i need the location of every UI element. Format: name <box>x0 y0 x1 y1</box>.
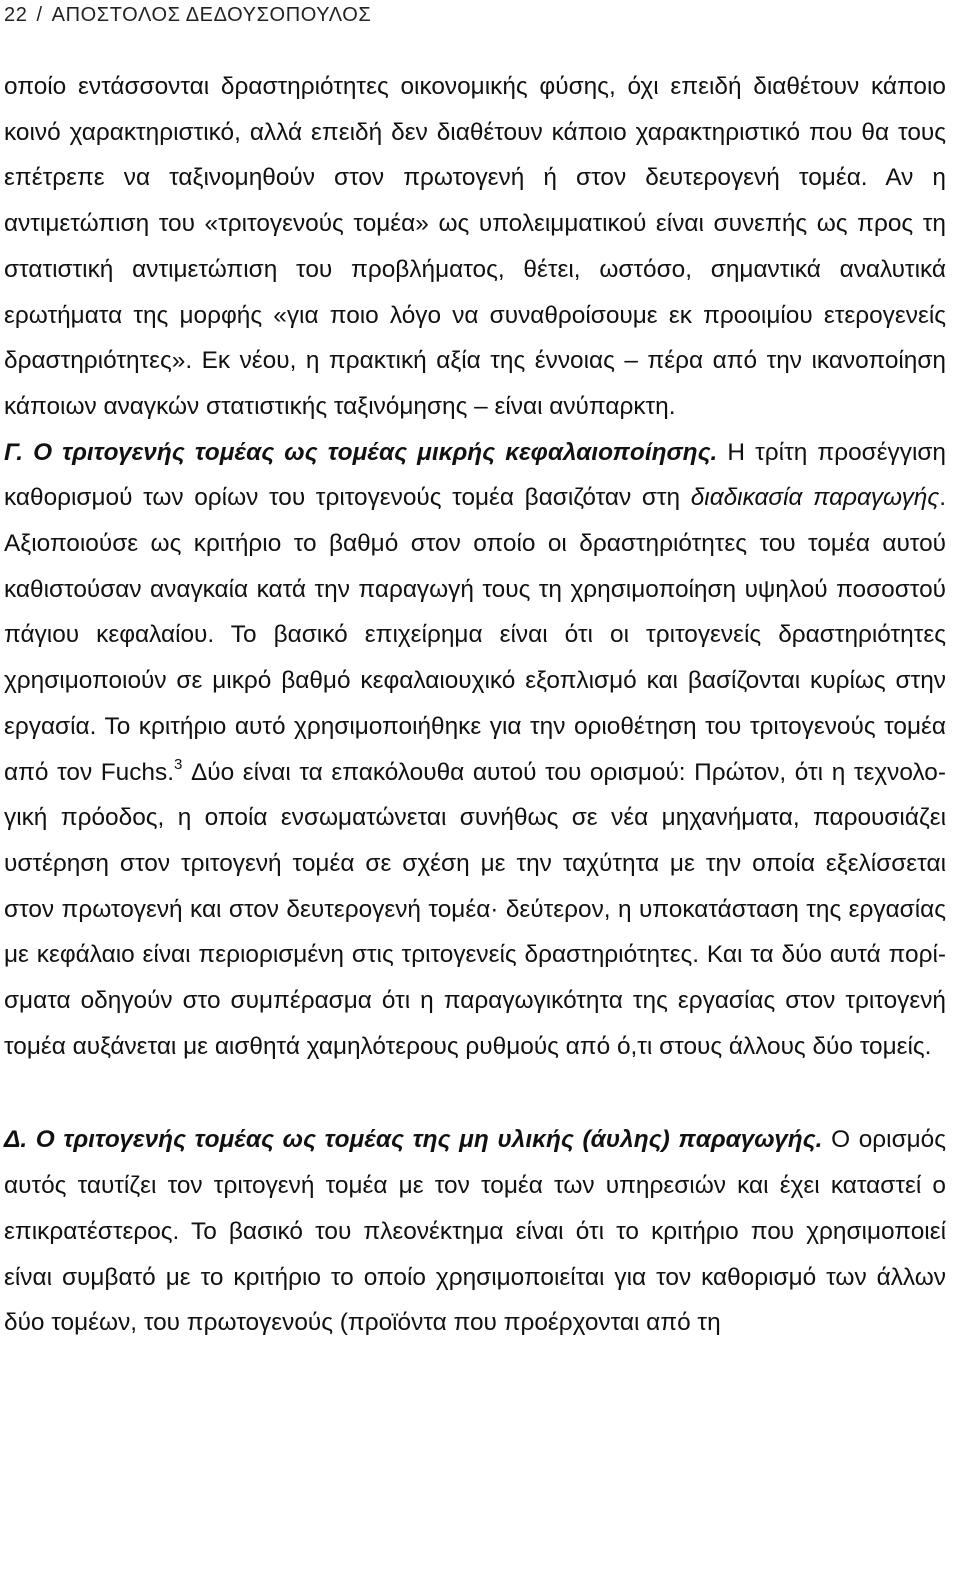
running-title: ΑΠΟΣΤΟΛΟΣ ΔΕΔΟΥΣΟΠΟΥΛΟΣ <box>51 4 372 26</box>
page-body <box>4 64 946 1346</box>
page-number: 22 <box>4 4 28 26</box>
section-heading-d: Δ. Ο τριτογενής τομέας ως τομέας της μη υλικής (άυλης) παραγωγής. <box>4 1126 823 1154</box>
emphasis-text: διαδικασία παραγωγής <box>690 484 940 512</box>
paragraph-spacer <box>4 1069 946 1117</box>
footnote-reference: 3 <box>173 755 183 773</box>
paragraph-text: Δύο είναι τα επακόλουθα αυτού του ορισμού: Πρώτον, ότι η τεχνολογική πρόοδος, η οποία ενσωματώνεται συνήθως σε νέα μηχανήματα, παρουσιάζει υστέρηση στον τριτογενή τομέα σε σχέση με την ταχύτητα με την οποία εξελίσσεται στον πρωτογενή και στον δευτερογενή τομέα· δεύτερον, η υποκατάσταση της εργασίας με κεφάλαιο είναι περιορισμένη στις τριτογενείς δραστηριότητες. Και τα δύο αυτά πορίσματα οδηγούν στο συμπέρασμα ότι η παραγωγικότητα της εργασίας στον τριτογενή τομέα αυξάνεται με αισθητά χαμηλότερους ρυθμούς από ό,τι στους άλλους δύο τομείς. <box>4 758 946 1060</box>
section-heading-g: Γ. Ο τριτογενής τομέας ως τομέας μικρής κεφαλαιοποίησης. <box>4 438 718 466</box>
paragraph-capitalization <box>4 430 946 1070</box>
paragraph-text: Η τρίτη προσέγγιση καθορισμού των ορίων του τριτογενούς τομέα βασιζόταν στη <box>4 438 946 512</box>
header-separator: / <box>36 4 43 26</box>
paragraph-text: . Αξιοποιούσε ως κριτήριο το βαθμό στον οποίο οι δραστηριότητες του τομέα αυτού καθιστούσαν αναγκαία κατά την παραγωγή τους τη χρησιμοποίηση υψηλού ποσοστού πάγιου κεφαλαίου. Το βασικό επιχείρημα είναι ότι οι τριτογενείς δραστηριότητες χρησιμοποιούν σε μικρό βαθμό κεφαλαιουχικό εξοπλισμό και βασίζονται κυρίως στην εργασία. Το κριτήριο αυτό χρησιμοποιήθηκε για την οριοθέτηση του τριτογενούς τομέα από τον Fuchs. <box>4 484 946 786</box>
paragraph-text: οποίο εντάσσονται δραστηριότητες οικονομικής φύσης, όχι επειδή διαθέτουν κάποιο κοινό χαρακτηριστικό, αλλά επειδή δεν διαθέτουν κάποιο χαρακτηριστικό που θα τους επέτρεπε να ταξινομηθούν στον πρωτογενή ή στον δευτερογενή τομέα. Αν η αντιμετώπιση του «τριτογενούς τομέα» ως υπολειμματικού είναι συνεπής ως προς τη στατιστική αντιμετώπιση του προβλήματος, θέτει, ωστόσο, σημαντικά αναλυτικά ερωτήματα της μορφής «για ποιο λόγο να συναθροίσουμε εκ προοιμίου ετερογενείς δραστηριότητες». Εκ νέου, η πρακτική αξία της έννοιας – πέρα από την ικανοποίηση κάποιων αναγκών στατιστικής ταξινόμησης – είναι ανύπαρκτη. <box>4 73 946 420</box>
paragraph-residual-sector <box>4 64 946 430</box>
running-header <box>4 2 371 28</box>
paragraph-text: Ο ορισμός αυτός ταυτίζει τον τριτογενή τομέα με τον τομέα των υπηρεσιών και έχει καταστεί ο επικρατέστερος. Το βασικό του πλεονέκτημα είναι ότι το κριτήριο που χρησιμοποιεί είναι συμβατό με το κριτήριο το οποίο χρησιμοποιείται για τον καθορισμό των άλλων δύο τομέων, του πρωτογενούς (προϊόντα που προέρχονται από τη <box>4 1126 946 1337</box>
paragraph-immaterial-production <box>4 1117 946 1346</box>
